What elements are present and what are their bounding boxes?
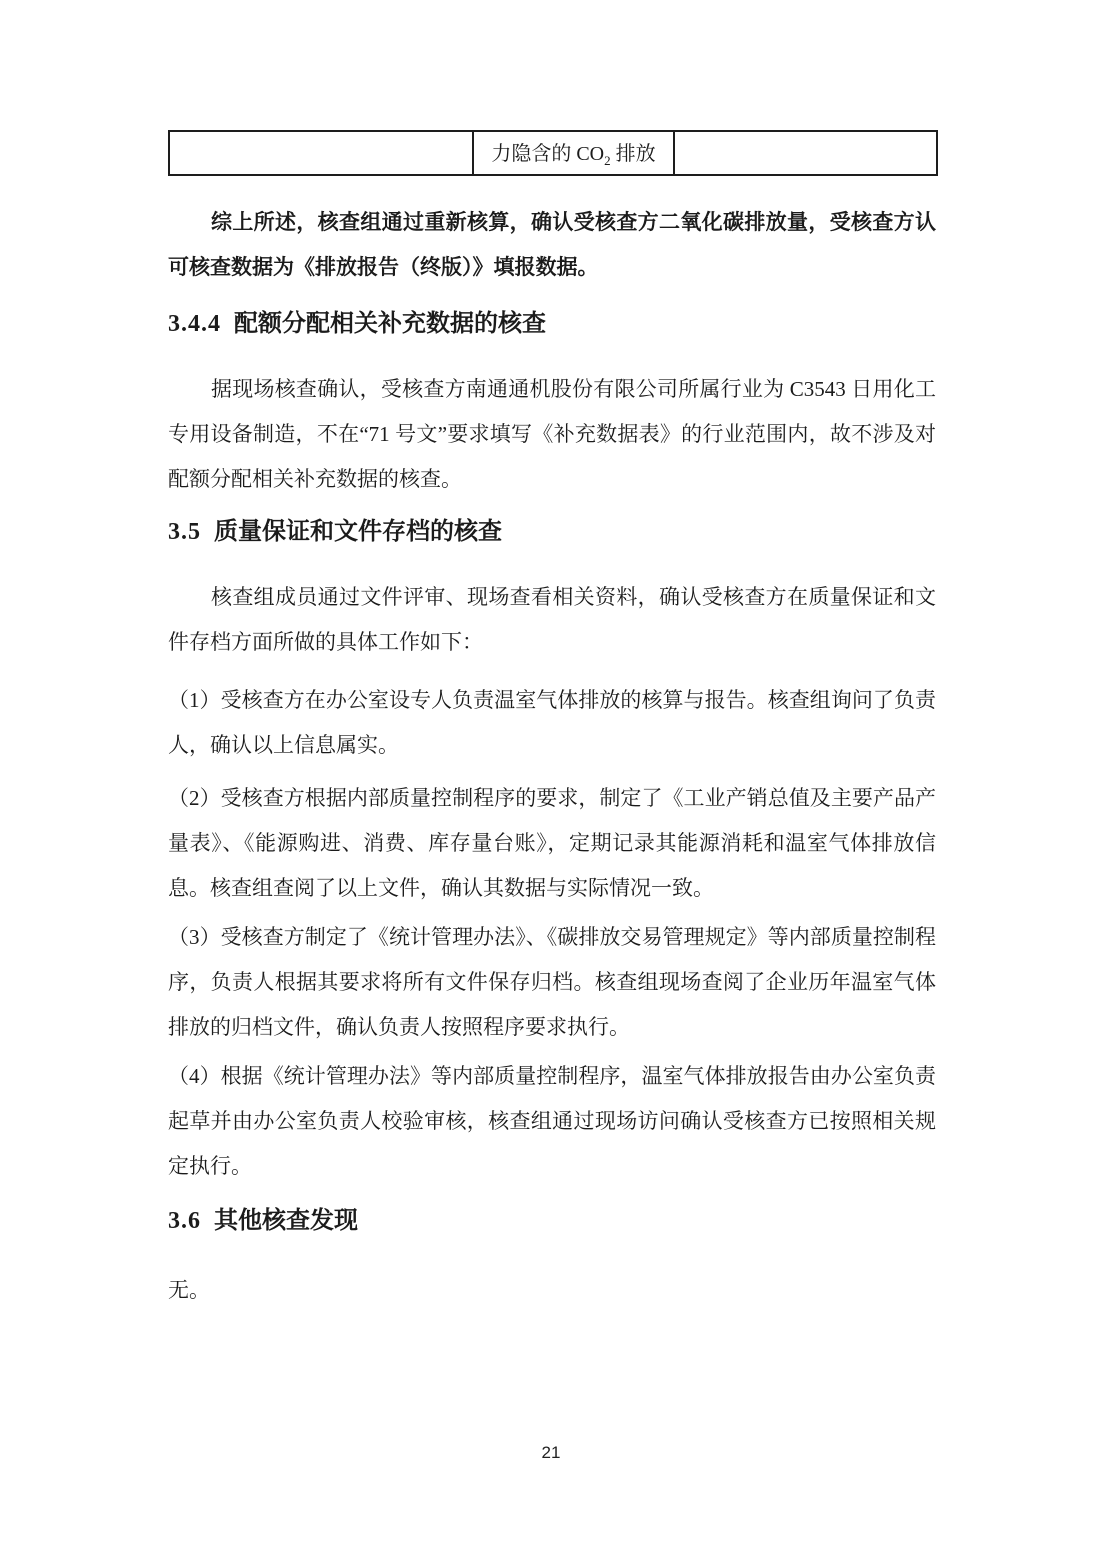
summary-paragraph: 综上所述，核查组通过重新核算，确认受核查方二氧化碳排放量，受核查方认可核查数据为《排放报告（终版）》填报数据。 <box>168 210 936 279</box>
list-item-1: （1）受核查方在办公室设专人负责温室气体排放的核算与报告。核查组询问了负责人，确认以上信息属实。 <box>168 688 936 757</box>
list-item-4: （4）根据《统计管理办法》等内部质量控制程序，温室气体排放报告由办公室负责起草并由办公室负责人校验审核，核查组通过现场访问确认受核查方已按照相关规定执行。 <box>168 1064 936 1178</box>
section-number: 3.6 <box>168 1208 201 1234</box>
page-content <box>168 0 936 1313</box>
section-title: 其他核查发现 <box>214 1208 358 1234</box>
paragraph-3-4-4: 据现场核查确认，受核查方南通通机股份有限公司所属行业为 C3543 日用化工专用设备制造，不在“71 号文”要求填写《补充数据表》的行业范围内，故不涉及对配额分配相关补充数据的核查。 <box>168 377 936 491</box>
paragraph-3-6-none: 无。 <box>168 1278 210 1302</box>
section-number: 3.5 <box>168 519 201 545</box>
cell-text-subscript: 2 <box>604 153 611 168</box>
section-title: 质量保证和文件存档的核查 <box>214 519 502 545</box>
table-cell-empty-left <box>169 131 473 175</box>
paragraph-3-5-intro: 核查组成员通过文件评审、现场查看相关资料，确认受核查方在质量保证和文件存档方面所做的具体工作如下： <box>168 585 936 654</box>
section-heading-3-4-4 <box>168 307 936 341</box>
table-cell-empty-right <box>674 131 937 175</box>
list-item-2: （2）受核查方根据内部质量控制程序的要求，制定了《工业产销总值及主要产品产量表》、《能源购进、消费、库存量台账》，定期记录其能源消耗和温室气体排放信息。核查组查阅了以上文件，确认其数据与实际情况一致。 <box>168 786 936 900</box>
list-item-3: （3）受核查方制定了《统计管理办法》、《碳排放交易管理规定》等内部质量控制程序，负责人根据其要求将所有文件保存归档。核查组现场查阅了企业历年温室气体排放的归档文件，确认负责人按照程序要求执行。 <box>168 925 936 1039</box>
table-cell-co2-emission <box>473 131 674 175</box>
table-fragment <box>168 130 938 176</box>
section-heading-3-6 <box>168 1204 936 1238</box>
table-row <box>169 131 937 175</box>
cell-text-pre: 力隐含的 CO <box>491 143 605 165</box>
section-heading-3-5 <box>168 515 936 549</box>
page-number: 21 <box>541 1443 561 1462</box>
cell-text-post: 排放 <box>610 143 656 165</box>
section-number: 3.4.4 <box>168 311 221 337</box>
section-title: 配额分配相关补充数据的核查 <box>234 311 546 337</box>
